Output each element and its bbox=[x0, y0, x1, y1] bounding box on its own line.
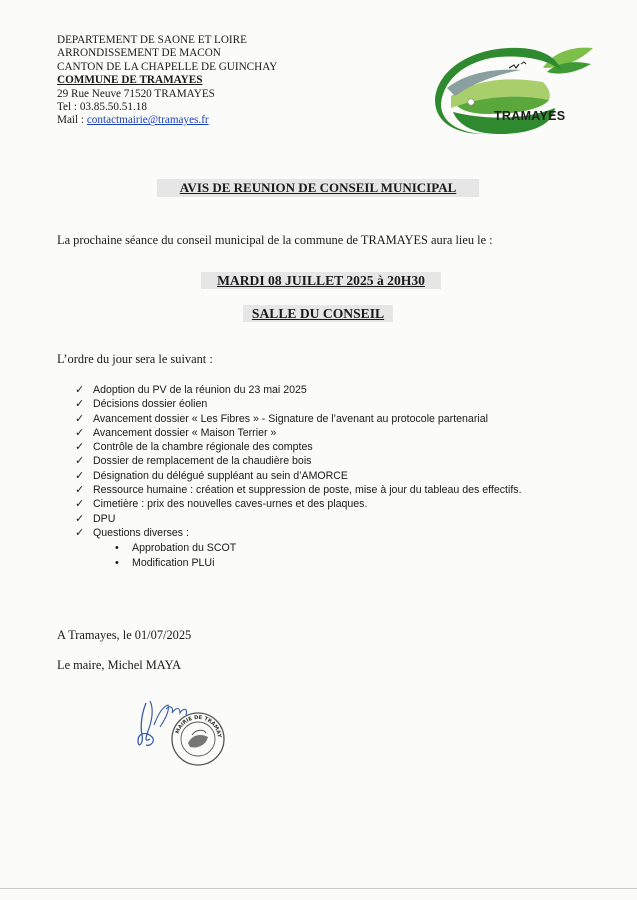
check-mark-icon: ✓ bbox=[75, 455, 85, 468]
logo-text: TRAMAYES bbox=[494, 109, 566, 123]
agenda-item-text: Décisions dossier éolien bbox=[93, 398, 208, 411]
letterhead-department: DEPARTEMENT DE SAONE ET LOIRE bbox=[57, 34, 247, 46]
check-mark-icon: ✓ bbox=[75, 398, 85, 411]
letterhead-canton: CANTON DE LA CHAPELLE DE GUINCHAY bbox=[57, 60, 278, 73]
agenda-item bbox=[75, 469, 522, 483]
agenda-item bbox=[75, 497, 522, 511]
bullet-dot-icon: • bbox=[115, 556, 119, 569]
page-bottom-border bbox=[0, 888, 637, 889]
check-mark-icon: ✓ bbox=[75, 498, 85, 511]
agenda-item bbox=[75, 412, 522, 426]
agenda-item-text: Questions diverses : bbox=[93, 526, 189, 539]
agenda-item bbox=[75, 383, 522, 397]
agenda-list bbox=[75, 383, 522, 540]
agenda-item bbox=[75, 526, 522, 540]
letterhead-commune: COMMUNE DE TRAMAYES bbox=[57, 74, 203, 87]
agenda-item-text: Avancement dossier « Les Fibres » - Signature de l’avenant au protocole partenarial bbox=[93, 412, 488, 425]
agenda-item-text: Ressource humaine : création et suppression de poste, mise à jour du tableau des effectifs. bbox=[93, 484, 522, 497]
letterhead bbox=[57, 34, 277, 128]
agenda-item-text: DPU bbox=[93, 512, 116, 525]
bullet-dot-icon: • bbox=[115, 542, 119, 554]
agenda-item bbox=[75, 397, 522, 411]
check-mark-icon: ✓ bbox=[75, 426, 85, 439]
agenda-heading: L’ordre du jour sera le suivant : bbox=[57, 352, 213, 366]
agenda-item-text: Désignation du délégué suppléant au sein d’AMORCE bbox=[93, 469, 349, 482]
agenda-item-text: Avancement dossier « Maison Terrier » bbox=[93, 426, 277, 439]
mail-label: Mail : bbox=[57, 114, 87, 127]
agenda-sub-list bbox=[115, 541, 236, 570]
letterhead-phone: Tel : 03.85.50.51.18 bbox=[57, 101, 147, 114]
agenda-sub-item-text: Modification PLUi bbox=[132, 556, 215, 569]
agenda-sub-item-text: Approbation du SCOT bbox=[132, 542, 237, 554]
meeting-room: SALLE DU CONSEIL bbox=[243, 305, 393, 322]
agenda-item bbox=[75, 483, 522, 497]
agenda-item bbox=[75, 512, 522, 526]
agenda-item-text: Dossier de remplacement de la chaudière bois bbox=[93, 455, 312, 468]
agenda-item-text: Contrôle de la chambre régionale des comptes bbox=[93, 441, 313, 454]
notice-intro: La prochaine séance du conseil municipal de la commune de TRAMAYES aura lieu le : bbox=[57, 233, 493, 247]
letterhead-address: 29 Rue Neuve 71520 TRAMAYES bbox=[57, 87, 215, 100]
mairie-stamp-icon bbox=[170, 711, 226, 767]
check-mark-icon: ✓ bbox=[75, 512, 85, 525]
agenda-item bbox=[75, 454, 522, 468]
meeting-date: MARDI 08 JUILLET 2025 à 20H30 bbox=[201, 272, 441, 289]
check-mark-icon: ✓ bbox=[75, 384, 85, 396]
agenda-item-text: Adoption du PV de la réunion du 23 mai 2025 bbox=[93, 384, 307, 396]
agenda-item bbox=[75, 440, 522, 454]
agenda-sub-item bbox=[115, 541, 236, 556]
agenda-item bbox=[75, 426, 522, 440]
check-mark-icon: ✓ bbox=[75, 484, 85, 497]
check-mark-icon: ✓ bbox=[75, 526, 85, 539]
notice-title: AVIS DE REUNION DE CONSEIL MUNICIPAL bbox=[157, 179, 479, 197]
letterhead-arrondissement: ARRONDISSEMENT DE MACON bbox=[57, 47, 221, 60]
agenda-item-text: Cimetière : prix des nouvelles caves-urnes et des plaques. bbox=[93, 498, 368, 511]
mayor-signature-line: Le maire, Michel MAYA bbox=[57, 658, 182, 672]
check-mark-icon: ✓ bbox=[75, 412, 85, 425]
check-mark-icon: ✓ bbox=[75, 441, 85, 454]
agenda-sub-item bbox=[115, 556, 236, 571]
stamp-text: MAIRIE DE TRAMAY bbox=[174, 714, 223, 739]
letterhead-mail bbox=[57, 114, 277, 127]
mail-link[interactable]: contactmairie@tramayes.fr bbox=[86, 114, 209, 127]
check-mark-icon: ✓ bbox=[75, 469, 85, 482]
tramayes-landscape-logo-icon bbox=[425, 38, 595, 138]
place-date: A Tramayes, le 01/07/2025 bbox=[57, 628, 192, 642]
